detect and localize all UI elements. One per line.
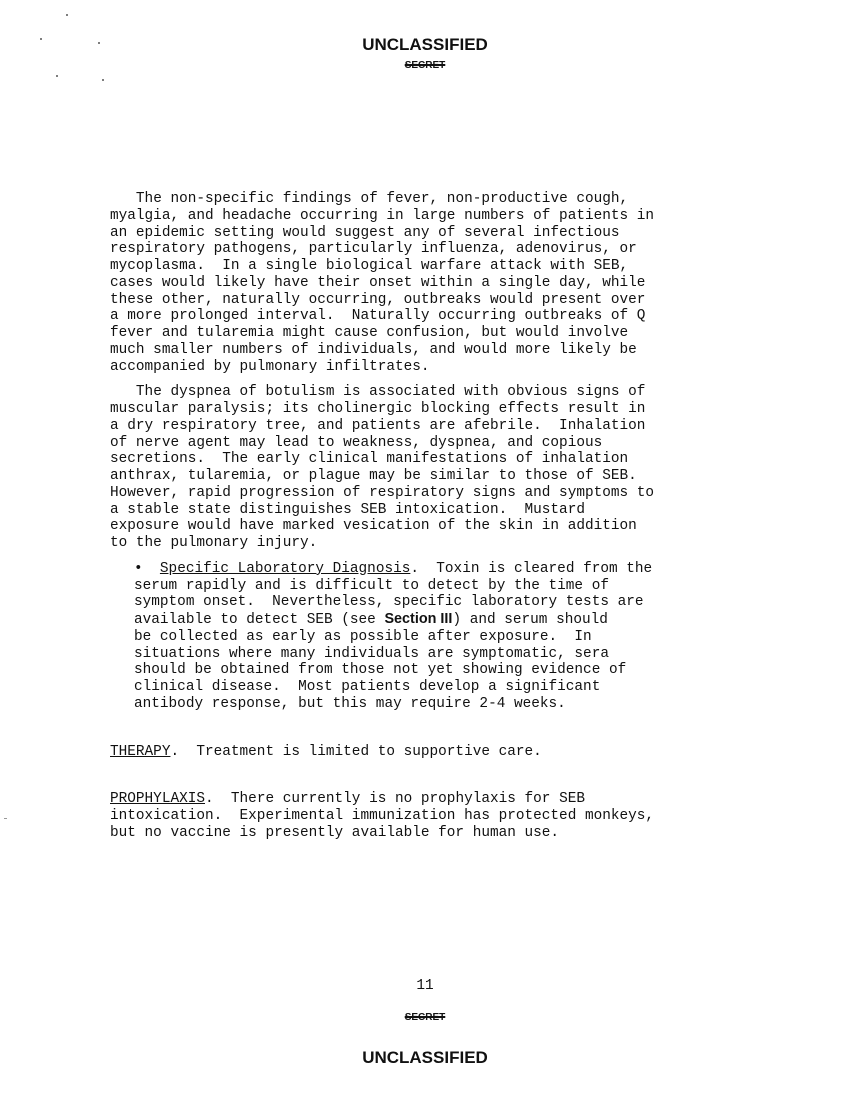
bottom-classification: UNCLASSIFIED	[362, 1048, 488, 1067]
bullet-lab-diagnosis	[110, 561, 770, 713]
text-line: exposure would have marked vesication of the skin in addition	[110, 518, 637, 535]
bullet-line: ) and serum should	[452, 612, 608, 628]
text-line: cases would likely have their onset within a single day, while	[110, 274, 646, 291]
text-line: accompanied by pulmonary infiltrates.	[110, 358, 430, 375]
therapy-heading: THERAPY	[110, 743, 171, 760]
text-line: mycoplasma. In a single biological warfare attack with SEB,	[110, 258, 629, 274]
text-line: The dyspnea of botulism is associated with obvious signs of	[110, 384, 646, 401]
text-line: However, rapid progression of respiratory signs and symptoms to	[110, 484, 655, 501]
top-classification: UNCLASSIFIED	[362, 35, 488, 54]
bullet-line: serum rapidly and is difficult to detect by the time of	[134, 577, 609, 594]
text-line: secretions. The early clinical manifestations of inhalation	[110, 451, 629, 468]
text-line: fever and tularemia might cause confusion, but would involve	[110, 325, 629, 341]
bullet-line: antibody response, but this may require 2-4 weeks.	[134, 695, 566, 712]
top-struck-marking: SECRET	[404, 60, 446, 71]
text-line: a dry respiratory tree, and patients are afebrile. Inhalation	[110, 417, 646, 434]
text-line: of nerve agent may lead to weakness, dyspnea, and copious	[110, 434, 603, 451]
prophylaxis-paragraph	[110, 791, 770, 841]
bullet-marker: •	[134, 560, 143, 577]
text-line: The non-specific findings of fever, non-productive cough,	[110, 191, 629, 207]
prophylaxis-heading: PROPHYLAXIS	[110, 791, 205, 808]
text-line: much smaller numbers of individuals, and would more likely be	[110, 341, 637, 358]
prophylaxis-line: intoxication. Experimental immunization has protected monkeys,	[110, 808, 655, 824]
scan-speck	[102, 79, 104, 81]
scan-speck	[66, 14, 68, 16]
text-line: respiratory pathogens, particularly influenza, adenovirus, or	[110, 241, 637, 258]
bullet-line: should be obtained from those not yet showing evidence of	[134, 662, 627, 679]
bullet-line: . Toxin is cleared from the	[410, 560, 653, 577]
bullet-line: situations where many individuals are symptomatic, sera	[134, 645, 609, 662]
lab-diagnosis-heading: Specific Laboratory Diagnosis	[159, 560, 411, 577]
text-line: a more prolonged interval. Naturally occurring outbreaks of Q	[110, 308, 646, 325]
page-number: 11	[416, 978, 434, 994]
text-line: muscular paralysis; its cholinergic blocking effects result in	[110, 401, 646, 417]
text-line: anthrax, tularemia, or plague may be similar to those of SEB.	[110, 468, 637, 484]
text-line: to the pulmonary injury.	[110, 535, 318, 551]
bullet-line: be collected as early as possible after exposure. In	[134, 628, 592, 645]
bullet-line: clinical disease. Most patients develop a significant	[134, 679, 601, 695]
paragraph-differential	[110, 191, 770, 375]
paragraph-dyspnea	[110, 384, 770, 552]
text-line: a stable state distinguishes SEB intoxication. Mustard	[110, 501, 585, 518]
bottom-struck-marking: SECRET	[404, 1012, 446, 1023]
therapy-paragraph	[110, 744, 770, 761]
prophylaxis-line: . There currently is no prophylaxis for SEB	[205, 791, 585, 808]
document-body	[110, 191, 770, 842]
therapy-text: . Treatment is limited to supportive care.	[170, 743, 542, 760]
scan-speck	[56, 75, 58, 77]
text-line: an epidemic setting would suggest any of several infectious	[110, 224, 620, 241]
bullet-line: available to detect SEB (see	[134, 612, 385, 628]
text-line: myalgia, and headache occurring in large numbers of patients in	[110, 207, 655, 224]
scan-mark	[4, 818, 7, 819]
section-reference: Section III	[384, 611, 453, 627]
prophylaxis-line: but no vaccine is presently available for human use.	[110, 824, 560, 841]
bullet-line: symptom onset. Nevertheless, specific laboratory tests are	[134, 594, 644, 611]
text-line: these other, naturally occurring, outbreaks would present over	[110, 291, 646, 308]
